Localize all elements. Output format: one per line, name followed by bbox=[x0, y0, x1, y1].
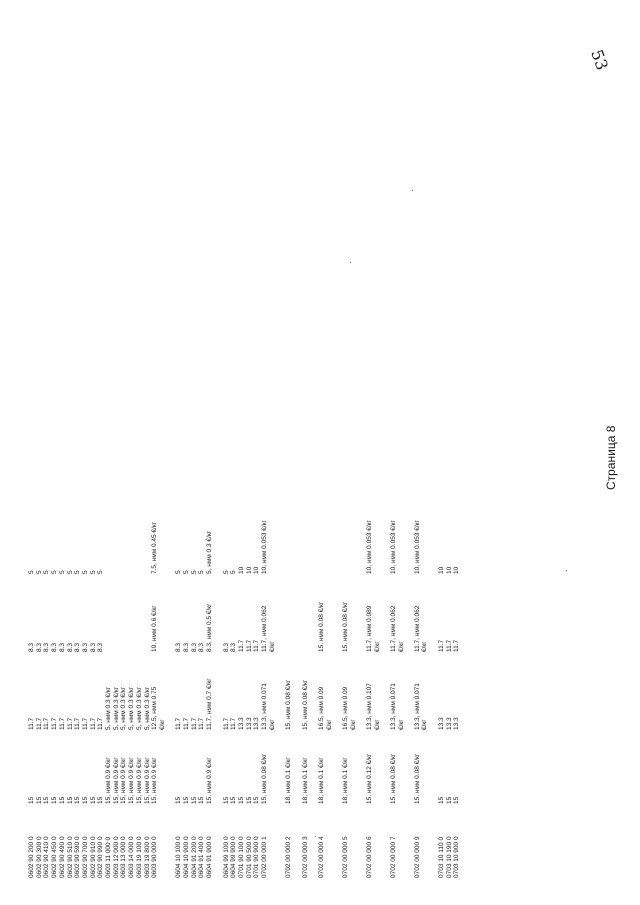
cell-rate-1: 15 bbox=[222, 796, 230, 804]
cell-code: 0604 10 100 0 bbox=[175, 836, 183, 878]
cell-rate-4: 5, нмм 0.3 €/кг bbox=[205, 530, 213, 574]
cell-rate-3: 8.3 bbox=[51, 642, 59, 652]
cell-code: 0702 00 000 5 bbox=[342, 836, 350, 878]
cell-rate-4: 10, нмм 0.053 €/кг bbox=[366, 520, 374, 574]
cell-rate-2: 11.7 bbox=[89, 717, 97, 730]
cell-code: 0604 10 900 0 bbox=[182, 836, 190, 878]
cell-rate-4: 5 bbox=[35, 570, 43, 574]
cell-rate-3: 8.3, нмм 0.5 €/кг bbox=[205, 603, 213, 652]
cell-rate-1: 18, нмм 0.1 €/кг bbox=[301, 757, 309, 804]
cell-rate-4: 5 bbox=[182, 570, 190, 574]
cell-rate-2: 13.3 bbox=[253, 717, 261, 730]
cell-rate-4: 10, нмм 0.053 €/кг bbox=[414, 520, 421, 574]
cell-rate-4: 5 bbox=[198, 570, 206, 574]
cell-code: 0602 90 510 0 bbox=[66, 836, 74, 878]
cell-rate-2: 11.7 bbox=[190, 717, 198, 730]
cell-rate-2: 11.7 bbox=[175, 717, 183, 730]
cell-rate-4: 7.5, нмм 0.45 €/кг bbox=[151, 521, 159, 574]
cell-code: 0703 10 900 0 bbox=[453, 836, 461, 878]
cell-rate-1: 15 bbox=[190, 796, 198, 804]
cell-code: 0602 90 910 0 bbox=[89, 836, 97, 878]
cell-rate-1: 18, нмм 0.1 €/кг bbox=[318, 757, 326, 804]
cell-rate-3: 11.7, нмм 0.062 €/кг bbox=[261, 605, 276, 652]
tariff-table bbox=[28, 318, 636, 878]
cell-rate-4: 5 bbox=[28, 570, 35, 574]
cell-rate-3: 11.7, нмм 0.062 €/кг bbox=[414, 605, 429, 652]
cell-rate-4: 10 bbox=[245, 566, 253, 574]
cell-rate-4: 10 bbox=[437, 566, 445, 574]
cell-rate-3: 8.3 bbox=[198, 642, 206, 652]
cell-rate-2: 5, нмм 0.3 €/кг bbox=[128, 686, 136, 730]
cell-code: 0602 90 300 0 bbox=[35, 836, 43, 878]
cell-code: 0603 12 000 0 bbox=[112, 836, 120, 878]
cell-code: 0602 90 410 0 bbox=[43, 836, 51, 878]
cell-rate-1: 15 bbox=[35, 796, 43, 804]
cell-code: 0603 13 000 0 bbox=[120, 836, 128, 878]
scan-speck bbox=[315, 836, 316, 837]
cell-rate-2: 11.7 bbox=[97, 717, 105, 730]
cell-rate-4: 10, нмм 0.053 €/кг bbox=[261, 520, 269, 574]
cell-rate-2: 11.7, нмм 0.7 €/кг bbox=[205, 678, 213, 730]
cell-rate-2: 13.3 bbox=[445, 717, 453, 730]
cell-rate-1: 15 bbox=[253, 796, 261, 804]
cell-rate-4: 5 bbox=[89, 570, 97, 574]
cell-rate-2: 11.7 bbox=[58, 717, 66, 730]
cell-code: 0702 00 000 3 bbox=[301, 836, 309, 878]
cell-code: 0702 00 000 7 bbox=[390, 836, 398, 878]
cell-rate-1: 18, нмм 0.1 €/кг bbox=[285, 757, 292, 804]
cell-rate-3: 8.3 bbox=[35, 642, 43, 652]
cell-code: 0603 14 000 0 bbox=[128, 836, 136, 878]
cell-rate-1: 15, нмм 0.9 €/кг bbox=[120, 757, 128, 804]
cell-rate-1: 15 bbox=[58, 796, 66, 804]
cell-rate-4: 5 bbox=[230, 570, 238, 574]
cell-rate-2: 13.3, нмм 0.071 €/кг bbox=[414, 683, 429, 730]
cell-rate-3: 8.3 bbox=[81, 642, 89, 652]
cell-rate-3: 8.3 bbox=[89, 642, 97, 652]
cell-rate-3: 11.7 bbox=[437, 639, 445, 652]
cell-rate-3: 11.7 bbox=[253, 639, 261, 652]
cell-rate-2: 11.7 bbox=[74, 717, 82, 730]
cell-rate-3: 8.3 bbox=[222, 642, 230, 652]
page-footer: Страница 8 bbox=[604, 425, 618, 490]
cell-rate-3: 15, нмм 0.08 €/кг bbox=[342, 601, 350, 652]
cell-rate-2: 11.7 bbox=[81, 717, 89, 730]
cell-rate-4: 5 bbox=[222, 570, 230, 574]
scan-speck bbox=[350, 262, 351, 263]
cell-rate-1: 15 bbox=[445, 796, 453, 804]
cell-code: 0604 91 200 0 bbox=[190, 836, 198, 878]
cell-rate-3: 8.3 bbox=[74, 642, 82, 652]
cell-rate-4: 10 bbox=[453, 566, 461, 574]
cell-rate-2: 5, нмм 0.3 €/кг bbox=[135, 686, 143, 730]
cell-rate-3: 8.3 bbox=[66, 642, 74, 652]
scan-speck bbox=[566, 570, 567, 571]
cell-rate-3: 10, нмм 0.6 €/кг bbox=[151, 605, 159, 652]
cell-code: 0603 19 800 0 bbox=[143, 836, 151, 878]
cell-rate-2: 16.5, нмм 0.09 €/кг bbox=[318, 686, 333, 730]
cell-code: 0703 10 190 0 bbox=[445, 836, 453, 878]
cell-rate-4: 5 bbox=[66, 570, 74, 574]
cell-rate-4: 10 bbox=[253, 566, 261, 574]
cell-rate-4: 10 bbox=[445, 566, 453, 574]
cell-rate-2: 5, нмм 0.3 €/кг bbox=[105, 686, 112, 730]
cell-code: 0603 90 000 0 bbox=[151, 836, 159, 878]
cell-rate-4: 5 bbox=[51, 570, 59, 574]
cell-rate-1: 15, нмм 0.08 €/кг bbox=[414, 753, 421, 804]
cell-rate-2: 13.3 bbox=[453, 717, 461, 730]
cell-rate-1: 15 bbox=[175, 796, 183, 804]
cell-rate-2: 12.5, нмм 0.75 €/кг bbox=[151, 686, 166, 730]
cell-rate-2: 13.3, нмм 0.107 €/кг bbox=[366, 683, 381, 730]
cell-code: 0603 11 000 0 bbox=[105, 836, 112, 878]
cell-rate-2: 11.7 bbox=[28, 717, 35, 730]
cell-rate-2: 11.7 bbox=[222, 717, 230, 730]
cell-code: 0602 90 490 0 bbox=[58, 836, 66, 878]
cell-rate-1: 15, нмм 0.9 €/кг bbox=[128, 757, 136, 804]
cell-rate-2: 11.7 bbox=[43, 717, 51, 730]
cell-code: 0701 90 100 0 bbox=[238, 836, 245, 878]
cell-rate-2: 11.7 bbox=[51, 717, 59, 730]
cell-code: 0602 90 450 0 bbox=[51, 836, 59, 878]
cell-rate-1: 15, нмм 0.9 €/кг bbox=[135, 757, 143, 804]
cell-rate-4: 5 bbox=[43, 570, 51, 574]
cell-code: 0604 99 100 0 bbox=[222, 836, 230, 878]
cell-code: 0701 90 900 0 bbox=[253, 836, 261, 878]
cell-rate-2: 5, нмм 0.3 €/кг bbox=[143, 686, 151, 730]
cell-code: 0702 00 000 1 bbox=[261, 836, 269, 878]
cell-rate-1: 15, нмм 0.12 €/кг bbox=[366, 753, 374, 804]
cell-rate-2: 11.7 bbox=[66, 717, 74, 730]
cell-rate-2: 13.3 bbox=[437, 717, 445, 730]
cell-rate-2: 5, нмм 0.3 €/кг bbox=[112, 686, 120, 730]
cell-rate-1: 15 bbox=[89, 796, 97, 804]
cell-rate-1: 15, нмм 0.9 €/кг bbox=[205, 757, 213, 804]
cell-code: 0602 90 700 0 bbox=[81, 836, 89, 878]
cell-rate-1: 15 bbox=[81, 796, 89, 804]
cell-rate-3: 8.3 bbox=[190, 642, 198, 652]
cell-rate-1: 18, нмм 0.1 €/кг bbox=[342, 757, 350, 804]
cell-rate-3: 8.3 bbox=[58, 642, 66, 652]
cell-code: 0701 90 500 0 bbox=[245, 836, 253, 878]
cell-rate-1: 15 bbox=[238, 796, 245, 804]
cell-rate-4: 5 bbox=[58, 570, 66, 574]
cell-rate-3: 11.7 bbox=[445, 639, 453, 652]
cell-rate-2: 11.7 bbox=[230, 717, 238, 730]
cell-rate-1: 15 bbox=[43, 796, 51, 804]
cell-rate-3: 11.7 bbox=[245, 639, 253, 652]
cell-rate-1: 15 bbox=[453, 796, 461, 804]
cell-rate-3: 8.3 bbox=[182, 642, 190, 652]
cell-rate-3: 15, нмм 0.08 €/кг bbox=[318, 601, 326, 652]
cell-rate-1: 15 bbox=[74, 796, 82, 804]
cell-rate-1: 15, нмм 0.9 €/кг bbox=[105, 757, 112, 804]
cell-rate-3: 8.3 bbox=[230, 642, 238, 652]
cell-rate-4: 5 bbox=[190, 570, 198, 574]
cell-code: 0602 90 200 0 bbox=[28, 836, 35, 878]
cell-rate-1: 15, нмм 0.9 €/кг bbox=[151, 757, 159, 804]
cell-rate-4: 10 bbox=[238, 566, 245, 574]
cell-rate-1: 15, нмм 0.9 €/кг bbox=[143, 757, 151, 804]
cell-rate-1: 15, нмм 0.9 €/кг bbox=[112, 757, 120, 804]
cell-rate-1: 15 bbox=[66, 796, 74, 804]
cell-code: 0603 19 100 0 bbox=[135, 836, 143, 878]
cell-rate-2: 13.3 bbox=[238, 717, 245, 730]
cell-rate-4: 5 bbox=[97, 570, 105, 574]
cell-code: 0602 90 590 0 bbox=[74, 836, 82, 878]
cell-rate-2: 11.7 bbox=[35, 717, 43, 730]
cell-rate-4: 10, нмм 0.053 €/кг bbox=[390, 520, 398, 574]
cell-rate-4: 5 bbox=[175, 570, 183, 574]
cell-rate-2: 11.7 bbox=[182, 717, 190, 730]
cell-rate-3: 11.7, нмм 0.062 €/кг bbox=[390, 605, 405, 652]
cell-rate-3: 8.3 bbox=[28, 642, 35, 652]
cell-rate-1: 15 bbox=[28, 796, 35, 804]
cell-rate-4: 5 bbox=[74, 570, 82, 574]
cell-rate-1: 15, нмм 0.08 €/кг bbox=[390, 753, 398, 804]
cell-rate-2: 16.5, нмм 0.09 €/кг bbox=[342, 686, 357, 730]
cell-rate-1: 15 bbox=[245, 796, 253, 804]
cell-rate-3: 11.7 bbox=[238, 639, 245, 652]
scan-speck bbox=[412, 190, 413, 191]
cell-rate-3: 8.3 bbox=[97, 642, 105, 652]
cell-rate-1: 15, нмм 0.08 €/кг bbox=[261, 753, 269, 804]
cell-code: 0703 10 110 0 bbox=[437, 836, 445, 878]
cell-code: 0602 90 990 0 bbox=[97, 836, 105, 878]
cell-code: 0604 91 900 0 bbox=[205, 836, 213, 878]
cell-rate-3: 8.3 bbox=[43, 642, 51, 652]
cell-rate-2: 15, нмм 0.08 €/кг bbox=[301, 679, 309, 730]
cell-rate-2: 11.7 bbox=[198, 717, 206, 730]
cell-rate-1: 15 bbox=[97, 796, 105, 804]
cell-rate-2: 15, нмм 0.08 €/кг bbox=[285, 679, 292, 730]
cell-rate-2: 13.3 bbox=[245, 717, 253, 730]
cell-rate-3: 11.7, нмм 0.089 €/кг bbox=[366, 605, 381, 652]
cell-rate-1: 15 bbox=[437, 796, 445, 804]
cell-rate-1: 15 bbox=[51, 796, 59, 804]
cell-code: 0702 00 000 9 bbox=[414, 836, 421, 878]
cell-rate-1: 15 bbox=[198, 796, 206, 804]
cell-rate-4: 5 bbox=[81, 570, 89, 574]
cell-code: 0604 99 900 0 bbox=[230, 836, 238, 878]
cell-rate-2: 13.3, нмм 0.071 €/кг bbox=[390, 683, 405, 730]
cell-rate-1: 15 bbox=[182, 796, 190, 804]
cell-code: 0702 00 000 2 bbox=[285, 836, 292, 878]
cell-rate-2: 13.3, нмм 0.071 €/кг bbox=[261, 683, 276, 730]
cell-code: 0702 00 000 4 bbox=[318, 836, 326, 878]
cell-rate-3: 8.3 bbox=[175, 642, 183, 652]
cell-rate-2: 5, нмм 0.3 €/кг bbox=[120, 686, 128, 730]
handwritten-page-number: 53 bbox=[587, 47, 612, 73]
cell-code: 0604 91 400 0 bbox=[198, 836, 206, 878]
cell-code: 0702 00 000 6 bbox=[366, 836, 374, 878]
cell-rate-3: 11.7 bbox=[453, 639, 461, 652]
cell-rate-1: 15 bbox=[230, 796, 238, 804]
